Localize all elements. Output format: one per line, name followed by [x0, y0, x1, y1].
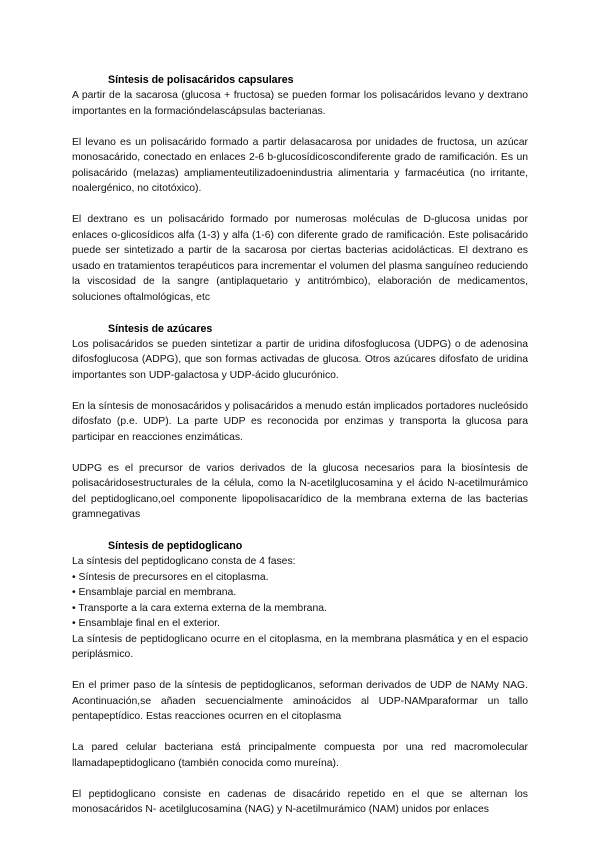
document-body: [72, 72, 528, 818]
paragraph: UDPG es el precursor de varios derivados de la glucosa necesarios para la biosíntesis de polisacáridosestructurales de la célula, como la N-acetilglucosamina y el ácido N-acetilmurámico del peptidoglicano,oel componente lipopolisacarídico de la membrana externa de las bacterias gramnegativas: [72, 462, 528, 520]
paragraph: La síntesis de peptidoglicano ocurre en el citoplasma, en la membrana plasmática y en el espacio periplásmico.: [72, 633, 528, 660]
paragraph: El levano es un polisacárido formado a partir delasacarosa por unidades de fructosa, un azúcar monosacárido, conectado en enlaces 2-6 b-glucosídicoscondiferente grado de ramificación. Es un polisacárido (melazas) ampliamenteutilizadoenindustria alimentaria y farmacéutica (no irritante, noalergénico, no citotóxico).: [72, 136, 528, 194]
paragraph: Los polisacáridos se pueden sintetizar a partir de uridina difosfoglucosa (UDPG) o de adenosina difosfoglucosa (ADPG), que son formas activadas de glucosa. Otros azúcares difosfato de uridina importantes son UDP-galactosa y UDP-ácido glucurónico.: [72, 338, 528, 381]
list-item: • Ensamblaje final en el exterior.: [72, 616, 528, 632]
heading-sintesis-azucares: Síntesis de azúcares: [108, 322, 213, 335]
list-item: • Ensamblaje parcial en membrana.: [72, 585, 528, 601]
list-item: • Síntesis de precursores en el citoplasma.: [72, 570, 528, 586]
heading-polisacaridos-capsulares: Síntesis de polisacáridos capsulares: [108, 74, 294, 86]
paragraph: En el primer paso de la síntesis de peptidoglicanos, seforman derivados de UDP de NAMy NAG. Acontinuación,se añaden secuencialmente aminoácidos al UDP-NAMparaformar un tallo pentapeptídico. Estas reacciones ocurren en el citoplasma: [72, 680, 528, 722]
paragraph: En la síntesis de monosacáridos y polisacáridos a menudo están implicados portadores nucleósido difosfato (p.e. UDP). La parte UDP es reconocida por enzimas y transporta la glucosa para participar en reacciones enzimáticas.: [72, 400, 528, 443]
heading-sintesis-peptidoglicano: Síntesis de peptidoglicano: [108, 540, 243, 552]
paragraph: El dextrano es un polisacárido formado por numerosas moléculas de D-glucosa unidas por enlaces o-glicosídicos alfa (1-3) y alfa (1-6) con diferente grado de ramificación. Este polisacárido puede ser sintetizado a partir de la sacarosa por ciertas bacterias acidolácticas. El dextrano es usado en tratamientos terapéuticos para incrementar el volumen del plasma sanguíneo reduciendo la viscosidad de la sangre (antiplaquetario y antitrómbico), elaboración de medicamentos, soluciones oftalmológicas, etc: [72, 214, 528, 303]
intro-text: La síntesis del peptidoglicano consta de 4 fases:: [72, 556, 296, 567]
list-item: • Transporte a la cara externa externa de la membrana.: [72, 601, 528, 617]
paragraph: El peptidoglicano consiste en cadenas de disacárido repetido en el que se alternan los monosacáridos N- acetilglucosamina (NAG) y N-acetilmurámico (NAM) unidos por enlaces: [72, 788, 528, 815]
paragraph: La pared celular bacteriana está principalmente compuesta por una red macromolecular llamadapeptidoglicano (también conocida como mureína).: [72, 742, 528, 769]
paragraph: A partir de la sacarosa (glucosa + fructosa) se pueden formar los polisacáridos levano y dextrano importantes en la formacióndelascápsulas bacterianas.: [72, 90, 528, 117]
phase-list: [72, 570, 528, 632]
